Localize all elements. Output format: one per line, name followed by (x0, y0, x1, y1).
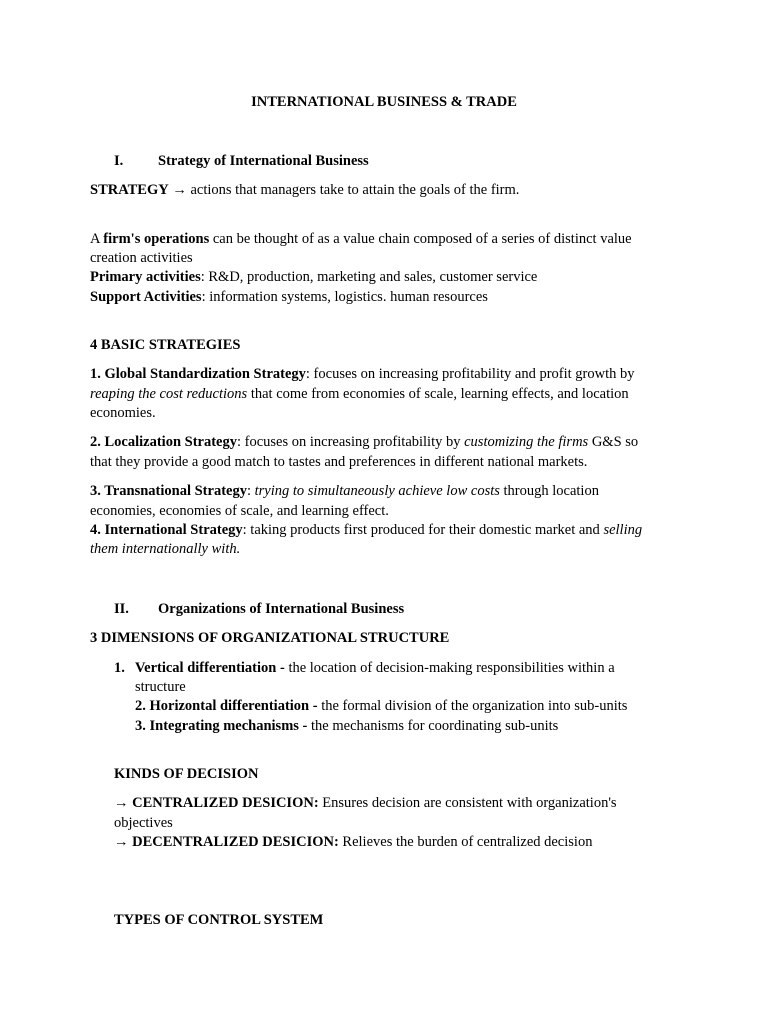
decentralized-term: DECENTRALIZED DESICION: (128, 834, 339, 850)
centralized-text: Ensures decision are consistent with organization's (318, 795, 617, 811)
document-title: INTERNATIONAL BUSINESS & TRADE (251, 94, 517, 110)
support-activities-term: Support Activities (90, 289, 202, 305)
strategy-2-line-1 (90, 433, 638, 453)
firm-operations-line-2: creation activities (90, 250, 193, 266)
dimension-1-number: 1. (114, 660, 125, 676)
strategy-definition-text: actions that managers take to attain the goals of the firm. (186, 182, 520, 198)
strategy-2-text: : focuses on increasing profitability by (237, 434, 465, 450)
strategy-4-italic: selling (603, 522, 643, 538)
strategy-2-line-2: that they provide a good match to tastes and preferences in different national markets. (90, 454, 588, 470)
dimension-2 (135, 697, 627, 717)
strategy-4-text: : taking products first produced for their domestic market and (242, 522, 604, 538)
dimension-2-term: 2. Horizontal differentiation - (135, 698, 318, 714)
centralized-line-2: objectives (114, 815, 173, 831)
strategy-4-line-1 (90, 521, 642, 541)
arrow-icon: → (114, 795, 129, 811)
dimension-1-text: the location of decision-making responsibilities within a (284, 660, 615, 676)
decentralized-line (114, 833, 592, 853)
control-system-heading-text: TYPES OF CONTROL SYSTEM (114, 912, 324, 928)
primary-activities-term: Primary activities (90, 269, 201, 285)
strategy-1-text: : focuses on increasing profitability and profit growth by (305, 366, 635, 382)
centralized-term: CENTRALIZED DESICION: (128, 795, 319, 811)
dimension-3 (135, 717, 558, 737)
dimension-3-term: 3. Integrating mechanisms - (135, 718, 308, 734)
strategy-definition (90, 181, 519, 201)
centralized-line-1 (114, 794, 617, 814)
strategy-1-term: 1. Global Standardization Strategy (90, 366, 306, 382)
section-2-number: II. (114, 601, 129, 617)
firm-operations-line-1 (90, 230, 632, 250)
strategy-3-text: through location (499, 483, 599, 499)
dimension-1-line-1 (114, 659, 615, 679)
section-1-title: Strategy of International Business (158, 153, 369, 169)
dimension-1-term: Vertical differentiation - (135, 660, 285, 676)
primary-activities-text: : R&D, production, marketing and sales, customer service (200, 269, 538, 285)
strategy-3-term: 3. Transnational Strategy (90, 483, 247, 499)
strategy-2-text-2: G&S so (588, 434, 639, 450)
strategy-term: STRATEGY (90, 182, 169, 198)
strategy-4-italic-2: them internationally with. (90, 541, 241, 557)
arrow-icon: → (172, 182, 187, 198)
firm-operations-term: firm's operations (103, 231, 210, 247)
section-1-heading (114, 152, 369, 172)
section-1-number: I. (114, 153, 124, 169)
decentralized-text: Relieves the burden of centralized decision (338, 834, 593, 850)
arrow-icon: → (114, 834, 129, 850)
basic-strategies-heading (90, 336, 240, 356)
strategy-2-italic: customizing the firms (464, 434, 589, 450)
dimension-1-content (135, 659, 615, 679)
dimension-3-text: the mechanisms for coordinating sub-units (307, 718, 559, 734)
strategy-3-line-2: economies, economies of scale, and learning effect. (90, 503, 389, 519)
strategy-1-line-2 (90, 385, 629, 405)
strategy-3-colon: : (246, 483, 255, 499)
firm-operations-text: can be thought of as a value chain composed of a series of distinct value (209, 231, 632, 247)
strategy-3-italic: trying to simultaneously achieve low costs (254, 483, 500, 499)
basic-strategies-heading-text: 4 BASIC STRATEGIES (90, 337, 241, 353)
dimensions-heading-text: 3 DIMENSIONS OF ORGANIZATIONAL STRUCTURE (90, 630, 450, 646)
strategy-2-term: 2. Localization Strategy (90, 434, 237, 450)
dimension-2-text: the formal division of the organization into sub-units (317, 698, 628, 714)
dimension-1-line-2: structure (135, 679, 186, 695)
strategy-1-italic: reaping the cost reductions (90, 386, 248, 402)
firm-operations-article: A (90, 231, 104, 247)
strategy-1-text-2: that come from economies of scale, learning effects, and location (247, 386, 629, 402)
strategy-1-line-1 (90, 365, 635, 385)
control-system-heading (114, 911, 323, 931)
section-2-heading (114, 600, 405, 620)
kinds-of-decision-heading-text: KINDS OF DECISION (114, 766, 259, 782)
support-activities (90, 288, 488, 308)
dimensions-heading (90, 629, 449, 649)
strategy-4-term: 4. International Strategy (90, 522, 243, 538)
kinds-of-decision-heading (114, 765, 259, 785)
section-2-title: Organizations of International Business (158, 601, 405, 617)
support-activities-text: : information systems, logistics. human resources (201, 289, 488, 305)
strategy-1-line-3: economies. (90, 405, 156, 421)
strategy-4-line-2 (90, 540, 240, 560)
strategy-3-line-1 (90, 482, 599, 502)
primary-activities (90, 268, 537, 288)
